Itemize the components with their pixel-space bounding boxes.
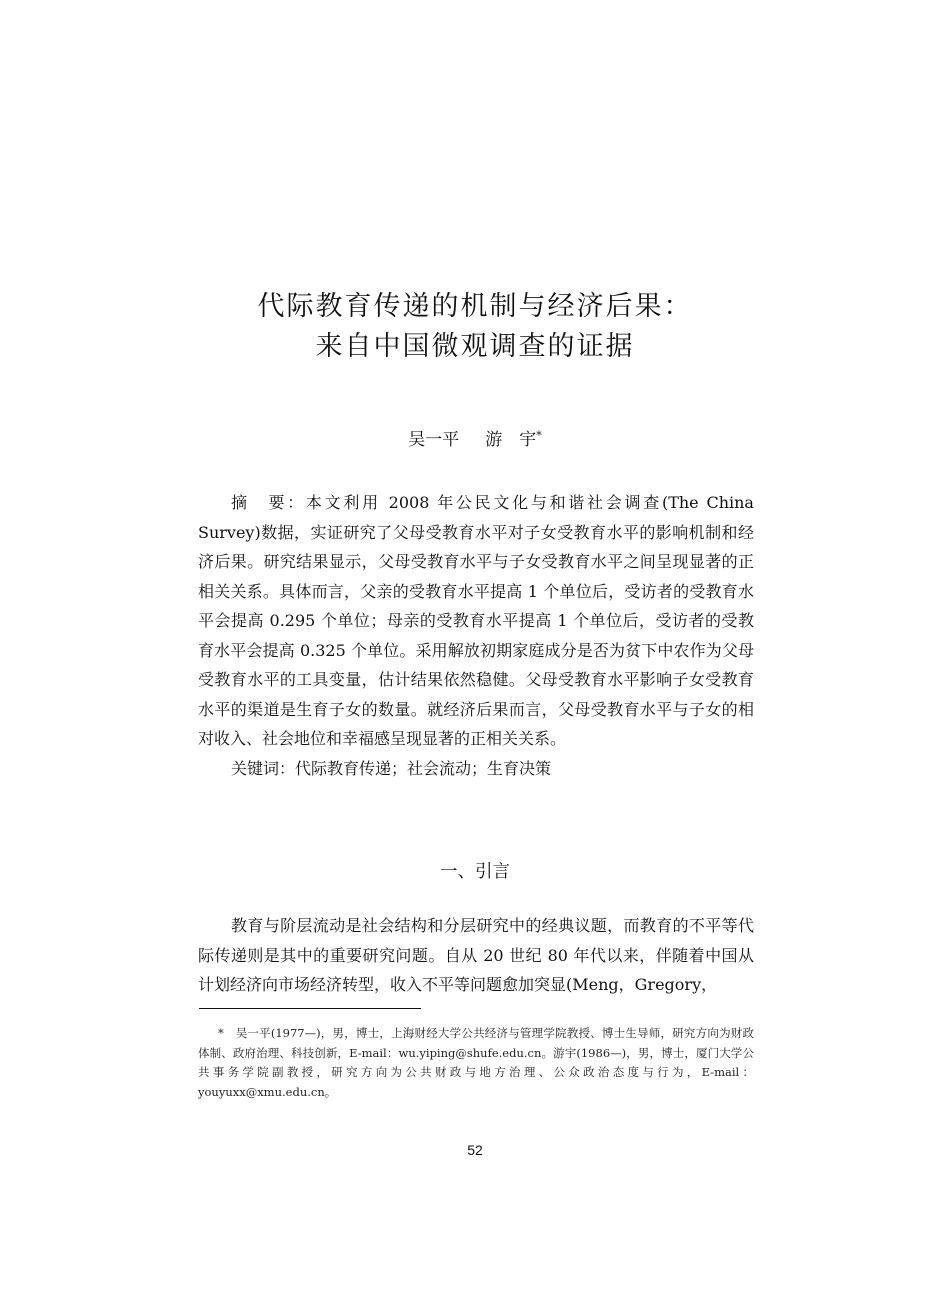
keywords-line	[198, 754, 754, 784]
author-line	[0, 425, 950, 450]
section-heading-introduction: 一、引言	[440, 862, 510, 882]
footnote-paragraph	[198, 1024, 754, 1102]
author-wu-yiping: 吴一平	[408, 430, 460, 450]
footnote-divider	[199, 1008, 421, 1009]
footnote-marker: *	[218, 1026, 224, 1040]
author-footnote-marker[interactable]: *	[536, 429, 542, 442]
footnote-text: 吴一平(1977—)，男，博士，上海财经大学公共经济与管理学院教授、博士生导师，研究方向为财政体制、政府治理、科技创新，E-mail：wu.yiping@shufe.edu.cn。游宇(1986—)，男，博士，厦门大学公共事务学院副教授，研究方向为公共财政与地方治理、公众政治态度与行为，E-mail：youyuxx@xmu.edu.cn。	[198, 1026, 754, 1099]
body-text-block	[198, 911, 754, 1000]
abstract-label: 摘 要：	[231, 493, 306, 512]
paper-title-line-1: 代际教育传递的机制与经济后果：	[257, 291, 693, 322]
author-you-yu: 游 宇	[485, 430, 537, 450]
abstract-block	[198, 488, 754, 783]
keywords-label: 关键词：	[231, 758, 296, 778]
paper-title-line-2: 来自中国微观调查的证据	[315, 331, 635, 362]
page-number: 52	[467, 1142, 483, 1158]
abstract-text: 本文利用 2008 年公民文化与和谐社会调查(The China Survey)数据，实证研究了父母受教育水平对子女受教育水平的影响机制和经济后果。研究结果显示，父母受教育水平与子女受教育水平之间呈现显著的正相关关系。具体而言，父亲的受教育水平提高 1 个单位后，受访者的受教育水平会提高 0.295 个单位；母亲的受教育水平提高 1 个单位后，受访者的受教育水平会提高 0.325 个单位。采用解放初期家庭成分是否为贫下中农作为父母受教育水平的工具变量，估计结果依然稳健。父母受教育水平影响子女受教育水平的渠道是生育子女的数量。就经济后果而言，父母受教育水平与子女的相对收入、社会地位和幸福感呈现显著的正相关关系。	[198, 493, 754, 748]
keywords-text: 代际教育传递；社会流动；生育决策	[295, 758, 552, 778]
footnote-block	[198, 1024, 754, 1102]
abstract-paragraph	[198, 488, 754, 754]
body-paragraph-1: 教育与阶层流动是社会结构和分层研究中的经典议题，而教育的不平等代际传递则是其中的重要研究问题。自从 20 世纪 80 年代以来，伴随着中国从计划经济向市场经济转型，收入不平等问题愈加突显(Meng，Gregory，	[198, 916, 754, 994]
